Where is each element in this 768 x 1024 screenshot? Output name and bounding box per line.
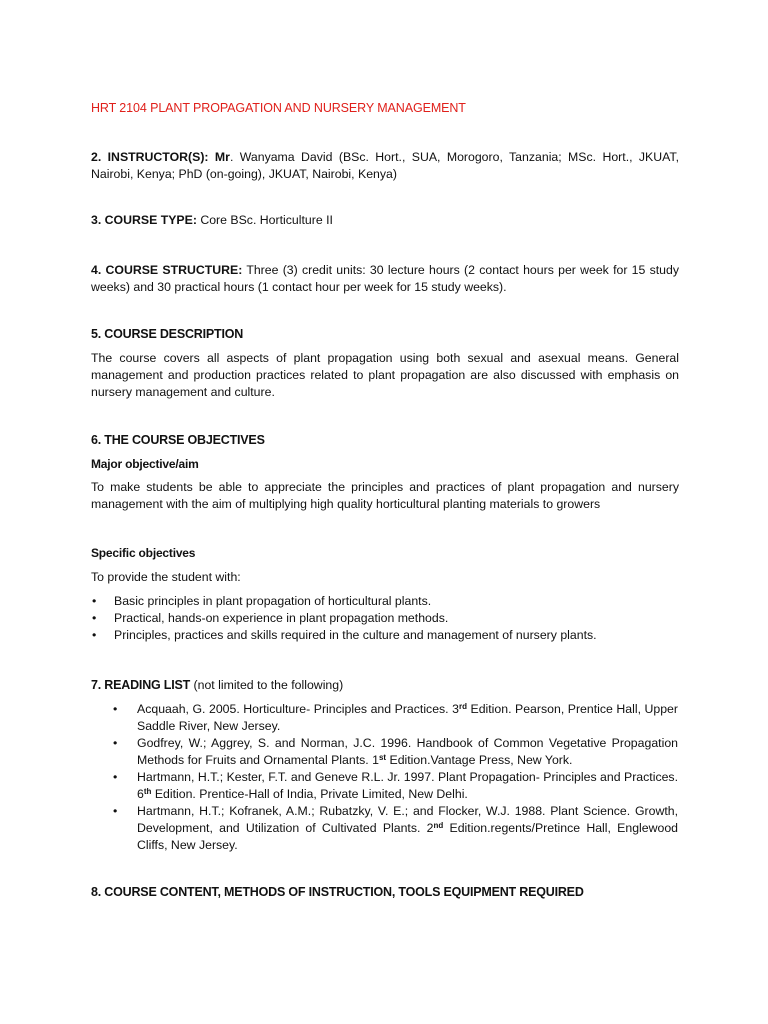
course-description-text: The course covers all aspects of plant propagation using both sexual and asexual means. General management and production practices related to plant propagation are also discussed with emphasis on nursery management and culture. <box>91 351 679 399</box>
reading-list <box>113 701 678 854</box>
list-item: • Practical, hands-on experience in plant propagation methods. <box>91 610 679 627</box>
major-objective-text: To make students be able to appreciate the principles and practices of plant propagation and nursery management with the aim of multiplying high quality horticultural planting materials to growers <box>91 480 679 511</box>
specific-objectives-heading: Specific objectives <box>91 546 196 560</box>
course-type-text: Core BSc. Horticulture II <box>196 213 333 227</box>
reading-list-heading: 7. READING LIST <box>91 678 191 692</box>
list-item <box>113 735 678 769</box>
list-item: • Basic principles in plant propagation of horticultural plants. <box>91 593 679 610</box>
instructor-section <box>91 149 679 183</box>
reading-item-text: Edition.Vantage Press, New York. <box>386 753 573 767</box>
reading-item-sup: th <box>143 787 152 796</box>
list-item <box>113 803 678 854</box>
objectives-heading: 6. THE COURSE OBJECTIVES <box>91 433 265 447</box>
reading-item-text: Hartmann, H.T.; Kofranek, A.M.; Rubatzky, V. E.; and Flocker, W.J. 1988. Plant Science. Growth, Development, and Utilization of Cultivated Plants. 2 <box>137 804 678 835</box>
reading-item-text: Edition. Pearson, Prentice Hall, Upper Saddle River, New Jersey. <box>137 702 678 733</box>
reading-item-text: Acquaah, G. 2005. Horticulture- Principles and Practices. 3 <box>137 702 459 716</box>
reading-list-note: (not limited to the following) <box>190 678 344 692</box>
reading-item-text: Edition.regents/Pretince Hall, Englewood Cliffs, New Jersey. <box>137 821 679 852</box>
reading-item-text: Godfrey, W.; Aggrey, S. and Norman, J.C. 1996. Handbook of Common Vegetative Propagation Methods for Fruits and Ornamental Plants. 1 <box>137 736 678 767</box>
reading-item-text: Edition. Prentice-Hall of India, Private Limited, New Delhi. <box>151 787 468 801</box>
course-type-label: 3. COURSE TYPE: <box>91 213 197 227</box>
major-objective-heading: Major objective/aim <box>91 457 199 471</box>
course-structure-text: Three (3) credit units: 30 lecture hours (2 contact hours per week for 15 study weeks) and 30 practical hours (1 contact hour per week for 15 study weeks). <box>91 263 679 294</box>
course-title: HRT 2104 PLANT PROPAGATION AND NURSERY MANAGEMENT <box>91 101 466 115</box>
course-structure-section <box>91 262 679 296</box>
instructor-label: 2. INSTRUCTOR(S): Mr <box>91 150 230 164</box>
list-item: • Principles, practices and skills required in the culture and management of nursery plants. <box>91 627 679 644</box>
instructor-text: . Wanyama David (BSc. Hort., SUA, Morogoro, Tanzania; MSc. Hort., JKUAT, Nairobi, Kenya; PhD (on-going), JKUAT, Nairobi, Kenya) <box>91 150 679 181</box>
list-item <box>113 701 678 735</box>
specific-objectives-intro: To provide the student with: <box>91 570 241 584</box>
specific-objectives-list <box>91 593 679 644</box>
reading-list-heading-row <box>91 677 679 694</box>
list-item <box>113 769 678 803</box>
reading-item-sup: rd <box>458 702 467 711</box>
course-type-section <box>91 212 679 229</box>
reading-item-sup: st <box>378 753 387 762</box>
course-structure-label: 4. COURSE STRUCTURE: <box>91 263 243 277</box>
reading-item-text: Hartmann, H.T.; Kester, F.T. and Geneve R.L. Jr. 1997. Plant Propagation- Principles and Practices. 6 <box>137 770 678 801</box>
course-description-heading: 5. COURSE DESCRIPTION <box>91 327 244 341</box>
course-content-heading: 8. COURSE CONTENT, METHODS OF INSTRUCTION, TOOLS EQUIPMENT REQUIRED <box>91 885 584 899</box>
reading-item-sup: nd <box>433 821 444 830</box>
